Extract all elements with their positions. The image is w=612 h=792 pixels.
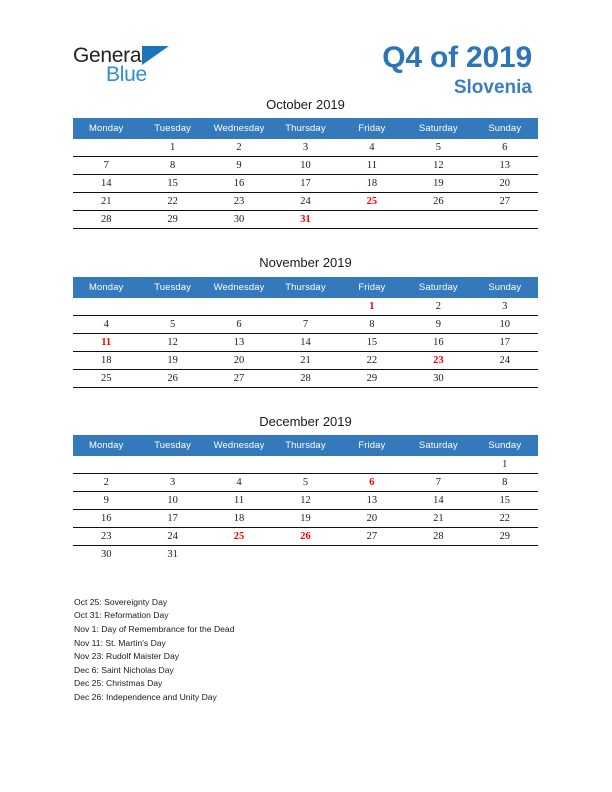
day-cell[interactable]: 3: [472, 298, 538, 316]
day-cell[interactable]: 29: [339, 369, 405, 387]
day-cell[interactable]: 21: [405, 509, 471, 527]
week-row: [73, 157, 538, 175]
day-cell[interactable]: 17: [472, 333, 538, 351]
day-cell[interactable]: 11: [339, 157, 405, 175]
day-cell[interactable]: 4: [73, 315, 139, 333]
month-title: October 2019: [266, 97, 345, 112]
day-cell-holiday[interactable]: 25: [339, 193, 405, 211]
weekday-header-row: [73, 435, 538, 456]
day-cell[interactable]: 14: [73, 175, 139, 193]
day-cell[interactable]: 3: [272, 139, 338, 157]
day-cell[interactable]: 1: [472, 456, 538, 474]
brand-name-top: General: [73, 44, 146, 67]
day-cell[interactable]: 13: [206, 333, 272, 351]
day-cell-empty: [206, 298, 272, 316]
day-cell[interactable]: 22: [472, 509, 538, 527]
day-cell[interactable]: 29: [139, 211, 205, 229]
title-block: [382, 42, 532, 100]
day-cell[interactable]: 16: [405, 333, 471, 351]
day-cell[interactable]: 19: [139, 351, 205, 369]
day-cell[interactable]: 12: [405, 157, 471, 175]
day-cell[interactable]: 4: [339, 139, 405, 157]
week-row: [73, 369, 538, 387]
region-subtitle: Slovenia: [453, 76, 532, 98]
day-cell[interactable]: 28: [405, 527, 471, 545]
day-cell[interactable]: 8: [339, 315, 405, 333]
week-row: [73, 456, 538, 474]
day-cell[interactable]: 29: [472, 527, 538, 545]
legend-item: Nov 23: Rudolf Maister Day: [74, 651, 180, 662]
week-row: [73, 351, 538, 369]
day-cell[interactable]: 30: [206, 211, 272, 229]
week-row: [73, 509, 538, 527]
legend-item: Oct 25: Sovereignty Day: [74, 596, 168, 607]
week-row: [73, 527, 538, 545]
legend-item: Oct 31: Reformation Day: [74, 610, 169, 621]
weekday-header-sunday: Sunday: [472, 277, 538, 298]
weekday-header-thursday: Thursday: [272, 277, 338, 298]
day-cell-empty: [139, 298, 205, 316]
day-cell[interactable]: 9: [73, 491, 139, 509]
day-cell[interactable]: 3: [139, 473, 205, 491]
day-cell[interactable]: 27: [206, 369, 272, 387]
day-cell[interactable]: 23: [73, 527, 139, 545]
day-cell[interactable]: 15: [472, 491, 538, 509]
legend-item: Nov 11: St. Martin’s Day: [74, 637, 166, 648]
weekday-header-tuesday: Tuesday: [139, 277, 205, 298]
day-cell-holiday[interactable]: 11: [73, 333, 139, 351]
weekday-header-wednesday: Wednesday: [206, 277, 272, 298]
legend-item: Dec 26: Independence and Unity Day: [74, 692, 217, 703]
day-cell[interactable]: 12: [272, 491, 338, 509]
day-cell[interactable]: 22: [339, 351, 405, 369]
weekday-header-thursday: Thursday: [272, 435, 338, 456]
day-cell[interactable]: 13: [339, 491, 405, 509]
weekday-header-friday: Friday: [339, 118, 405, 139]
holiday-legend: [0, 584, 612, 705]
day-cell-empty: [73, 456, 139, 474]
brand-logo: [73, 45, 203, 91]
day-cell-empty: [339, 545, 405, 563]
day-cell[interactable]: 28: [73, 211, 139, 229]
weekday-header-saturday: Saturday: [405, 435, 471, 456]
day-cell[interactable]: 10: [139, 491, 205, 509]
day-cell-empty: [206, 456, 272, 474]
day-cell-empty: [73, 298, 139, 316]
weekday-header-monday: Monday: [73, 277, 139, 298]
week-row: [73, 211, 538, 229]
page-title: Q4 of 2019: [382, 41, 532, 74]
day-cell-empty: [272, 298, 338, 316]
day-cell-holiday[interactable]: 1: [339, 298, 405, 316]
day-cell-empty: [139, 456, 205, 474]
day-cell[interactable]: 20: [472, 175, 538, 193]
weekday-header-tuesday: Tuesday: [139, 118, 205, 139]
month-title: November 2019: [259, 255, 352, 271]
day-cell[interactable]: 18: [73, 351, 139, 369]
weekday-header-sunday: Sunday: [472, 435, 538, 456]
week-row: [73, 333, 538, 351]
day-cell[interactable]: 12: [139, 333, 205, 351]
day-cell-empty: [472, 211, 538, 229]
week-row: [73, 315, 538, 333]
day-cell[interactable]: 21: [73, 193, 139, 211]
weekday-header-wednesday: Wednesday: [206, 435, 272, 456]
day-cell[interactable]: 31: [167, 548, 178, 560]
day-cell-empty: [339, 456, 405, 474]
weekday-header-wednesday: Wednesday: [206, 118, 272, 139]
legend-item: Dec 25: Christmas Day: [74, 678, 163, 689]
day-cell-holiday[interactable]: 6: [339, 473, 405, 491]
months-container: [0, 92, 612, 563]
day-cell[interactable]: 10: [472, 315, 538, 333]
day-cell[interactable]: 6: [206, 315, 272, 333]
day-cell[interactable]: 8: [472, 473, 538, 491]
day-cell[interactable]: 20: [206, 351, 272, 369]
day-cell-empty: [339, 211, 405, 229]
day-cell[interactable]: 19: [405, 175, 471, 193]
day-cell[interactable]: 7: [272, 315, 338, 333]
day-cell[interactable]: 25: [73, 369, 139, 387]
day-cell[interactable]: 14: [405, 491, 471, 509]
day-cell-holiday[interactable]: 26: [272, 527, 338, 545]
day-cell-holiday[interactable]: 23: [405, 351, 471, 369]
weekday-header-friday: Friday: [339, 277, 405, 298]
day-cell[interactable]: 16: [73, 509, 139, 527]
weekday-header-monday: Monday: [73, 118, 139, 139]
day-cell[interactable]: 7: [73, 157, 139, 175]
day-cell[interactable]: 27: [339, 527, 405, 545]
day-cell-empty: [472, 545, 538, 563]
day-cell[interactable]: 17: [139, 509, 205, 527]
week-row: [73, 139, 538, 157]
week-row: [73, 545, 538, 563]
day-cell[interactable]: 14: [272, 333, 338, 351]
day-cell[interactable]: 2: [405, 298, 471, 316]
day-cell-empty: [405, 545, 471, 563]
day-cell[interactable]: 16: [206, 175, 272, 193]
day-cell[interactable]: 1: [139, 139, 205, 157]
calendar-table: [73, 277, 538, 388]
day-cell[interactable]: 24: [472, 351, 538, 369]
day-cell[interactable]: 5: [139, 315, 205, 333]
day-cell[interactable]: 10: [272, 157, 338, 175]
week-row: [73, 193, 538, 211]
weekday-header-sunday: Sunday: [472, 118, 538, 139]
weekday-header-saturday: Saturday: [405, 118, 471, 139]
weekday-header-row: [73, 277, 538, 298]
week-row: [73, 473, 538, 491]
day-cell[interactable]: 7: [405, 473, 471, 491]
day-cell[interactable]: 2: [206, 139, 272, 157]
day-cell[interactable]: 4: [206, 473, 272, 491]
day-cell-empty: [272, 456, 338, 474]
calendar-table: [73, 118, 538, 229]
day-cell[interactable]: 2: [73, 473, 139, 491]
day-cell[interactable]: 26: [405, 193, 471, 211]
calendar-table: [73, 435, 538, 563]
day-cell-empty: [472, 369, 538, 387]
day-cell[interactable]: 18: [339, 175, 405, 193]
day-cell[interactable]: 9: [405, 315, 471, 333]
day-cell[interactable]: 21: [272, 351, 338, 369]
weekday-header-thursday: Thursday: [272, 118, 338, 139]
day-cell-empty: [405, 456, 471, 474]
month-block: [73, 250, 538, 387]
week-row: [73, 298, 538, 316]
weekday-header-saturday: Saturday: [405, 277, 471, 298]
day-cell[interactable]: 9: [206, 157, 272, 175]
day-cell[interactable]: 15: [339, 333, 405, 351]
day-cell-empty: [405, 211, 471, 229]
brand-name-bottom: Blue: [106, 63, 147, 86]
day-cell[interactable]: 5: [272, 473, 338, 491]
week-row: [73, 491, 538, 509]
page-header: [0, 0, 612, 98]
week-row: [73, 175, 538, 193]
day-cell-holiday[interactable]: 25: [206, 527, 272, 545]
month-title: December 2019: [259, 413, 352, 429]
day-cell[interactable]: 28: [272, 369, 338, 387]
day-cell[interactable]: 24: [272, 193, 338, 211]
day-cell[interactable]: 5: [405, 139, 471, 157]
day-cell[interactable]: 15: [139, 175, 205, 193]
day-cell-empty: [206, 545, 272, 563]
weekday-header-row: [73, 118, 538, 139]
legend-item: Nov 1: Day of Remembrance for the Dead: [74, 624, 235, 635]
day-cell[interactable]: 20: [339, 509, 405, 527]
day-cell[interactable]: 6: [472, 139, 538, 157]
day-cell[interactable]: 27: [472, 193, 538, 211]
day-cell-empty: [272, 545, 338, 563]
day-cell[interactable]: 30: [100, 548, 112, 560]
day-cell[interactable]: 18: [206, 509, 272, 527]
month-block: [73, 409, 538, 563]
day-cell[interactable]: 8: [139, 157, 205, 175]
day-cell[interactable]: 13: [472, 157, 538, 175]
day-cell[interactable]: 19: [272, 509, 338, 527]
day-cell-holiday[interactable]: 31: [272, 211, 338, 229]
weekday-header-tuesday: Tuesday: [139, 435, 205, 456]
day-cell[interactable]: 23: [206, 193, 272, 211]
day-cell[interactable]: 22: [139, 193, 205, 211]
month-block: [73, 92, 538, 229]
weekday-header-friday: Friday: [339, 435, 405, 456]
day-cell[interactable]: 24: [139, 527, 205, 545]
day-cell[interactable]: 11: [206, 491, 272, 509]
day-cell[interactable]: 17: [272, 175, 338, 193]
weekday-header-monday: Monday: [73, 435, 139, 456]
day-cell-empty: [73, 139, 139, 157]
day-cell[interactable]: 26: [139, 369, 205, 387]
legend-item: Dec 6: Saint Nicholas Day: [74, 664, 174, 675]
day-cell[interactable]: 30: [405, 369, 471, 387]
